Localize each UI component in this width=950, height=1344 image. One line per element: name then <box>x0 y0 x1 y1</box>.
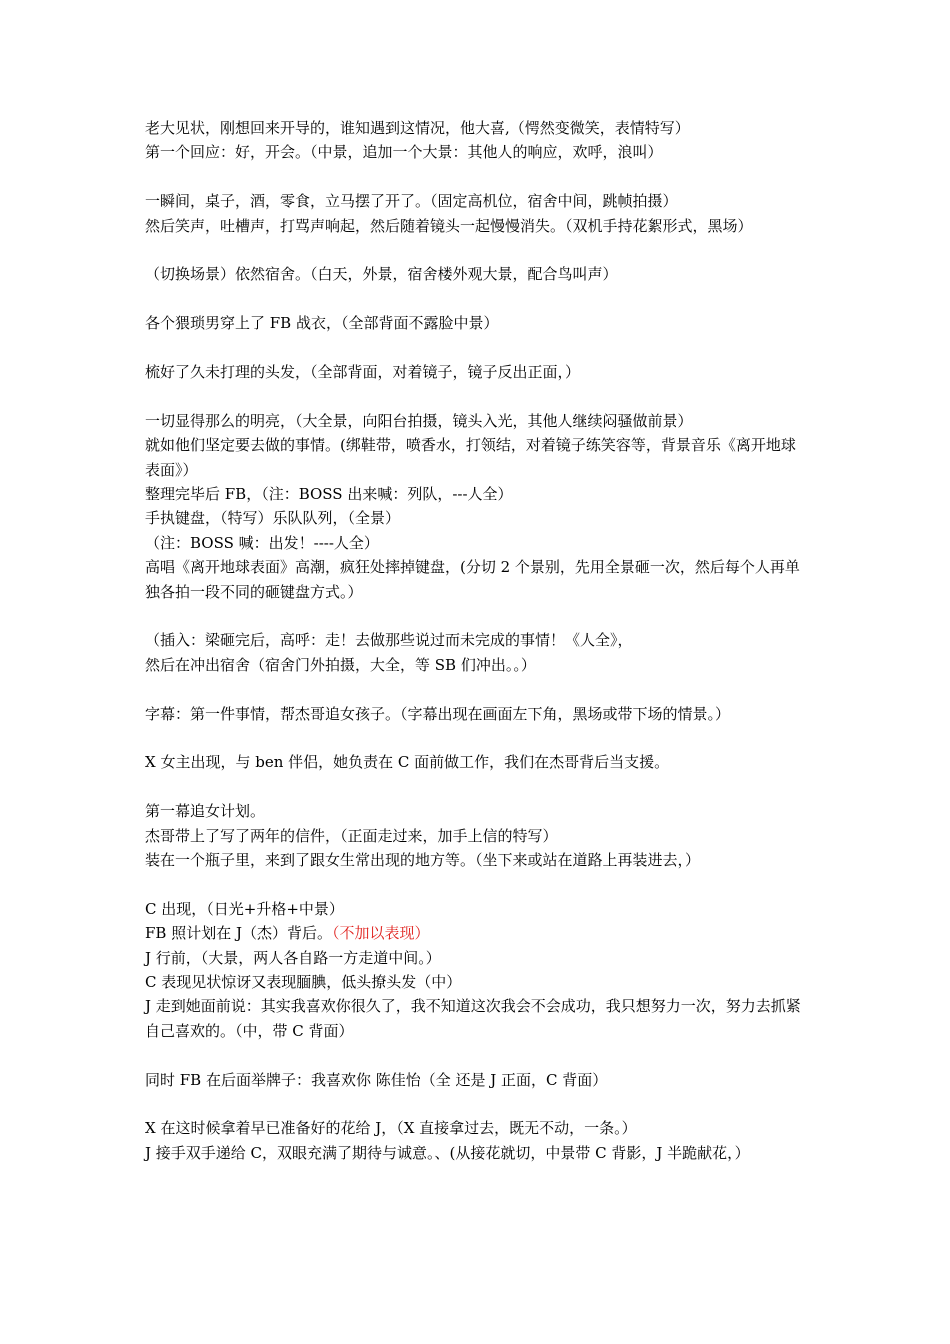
blank-line <box>145 726 810 750</box>
text-line: X 女主出现，与 ben 伴侣，她负责在 C 面前做工作，我们在杰哥背后当支援。 <box>145 753 670 772</box>
text-line: 然后笑声，吐槽声，打骂声响起，然后随着镜头一起慢慢消失。（双机手持花絮形式，黑场） <box>145 216 753 235</box>
text-segment: FB 照计划在 J（杰）背后。 <box>145 924 332 943</box>
text-line: J 接手双手递给 C，双眼充满了期待与诚意。、(从接花就切，中景带 C 背影，J 半跪献花，） <box>145 1143 750 1162</box>
text-line: （注：BOSS 喊：出发！----人全） <box>145 533 379 552</box>
text-line: 第一幕追女计划。 <box>145 802 266 821</box>
text-line: 然后在冲出宿舍（宿舍门外拍摄，大全，等 SB 们冲出。。） <box>145 655 536 674</box>
blank-line <box>145 775 810 799</box>
text-line: 杰哥带上了写了两年的信件，（正面走过来，加手上信的特写） <box>145 826 558 845</box>
blank-line <box>145 1092 810 1116</box>
text-line: 各个猥琐男穿上了 FB 战衣，（全部背面不露脸中景） <box>145 314 499 333</box>
text-line: 装在一个瓶子里，来到了跟女生常出现的地方等。（坐下来或站在道路上再装进去，） <box>145 851 701 870</box>
text-line: 一切显得那么的明亮，（大全景，向阳台拍摄，镜头入光，其他人继续闷骚做前景） <box>145 411 693 430</box>
blank-line <box>145 677 810 701</box>
document-body <box>145 116 810 1165</box>
text-line: 一瞬间，桌子，酒，零食，立马摆了开了。（固定高机位，宿舍中间，跳帧拍摄） <box>145 192 678 211</box>
text-line: 就如他们坚定要去做的事情。(绑鞋带，喷香水，打领结，对着镜子练笑容等，背景音乐《离开地球表面》） <box>145 436 796 479</box>
text-line: C 出现，（日光+升格+中景） <box>145 899 344 918</box>
text-line: 第一个回应：好，开会。（中景，追加一个大景：其他人的响应，欢呼，浪叫） <box>145 143 663 162</box>
blank-line <box>145 336 810 360</box>
blank-line <box>145 384 810 408</box>
text-line: J 走到她面前说：其实我喜欢你很久了，我不知道这次我会不会成功，我只想努力一次，努力去抓紧自己喜欢的。（中，带 C 背面） <box>145 997 801 1040</box>
text-line: 整理完毕后 FB，（注：BOSS 出来喊：列队，---人全） <box>145 485 513 504</box>
text-line: 同时 FB 在后面举牌子：我喜欢你 陈佳怡（全 还是 J 正面，C 背面） <box>145 1070 608 1089</box>
text-line-with-note <box>145 921 810 945</box>
blank-line <box>145 872 810 896</box>
blank-line <box>145 287 810 311</box>
text-line: 手执键盘，（特写）乐队队列，（全景） <box>145 509 401 528</box>
red-note: （不加以表现） <box>331 924 430 943</box>
text-line: （切换场景）依然宿舍。（白天，外景，宿舍楼外观大景，配合鸟叫声） <box>145 265 618 284</box>
text-line: 高唱《离开地球表面》高潮，疯狂处摔掉键盘，(分切 2 个景别，先用全景砸一次，然后每个人再单独各拍一段不同的砸键盘方式。） <box>145 558 800 601</box>
text-line: C 表现见状惊讶又表现腼腆，低头撩头发（中） <box>145 973 462 992</box>
text-line: （插入：梁砸完后，高呼：走！去做那些说过而未完成的事情！《人全》， <box>145 631 633 650</box>
text-line: X 在这时候拿着早已准备好的花给 J，（X 直接拿过去，既无不动，一条。） <box>145 1119 637 1138</box>
blank-line <box>145 604 810 628</box>
blank-line <box>145 1043 810 1067</box>
text-line: 老大见状，刚想回来开导的，谁知遇到这情况，他大喜,（愕然变微笑，表情特写） <box>145 119 690 137</box>
blank-line <box>145 238 810 262</box>
text-line: 字幕：第一件事情，帮杰哥追女孩子。（字幕出现在画面左下角，黑场或带下场的情景。） <box>145 704 731 723</box>
blank-line <box>145 165 810 189</box>
text-line: 梳好了久未打理的头发，（全部背面，对着镜子，镜子反出正面，） <box>145 363 581 381</box>
text-line: J 行前，（大景，两人各自路一方走道中间。） <box>145 948 441 967</box>
